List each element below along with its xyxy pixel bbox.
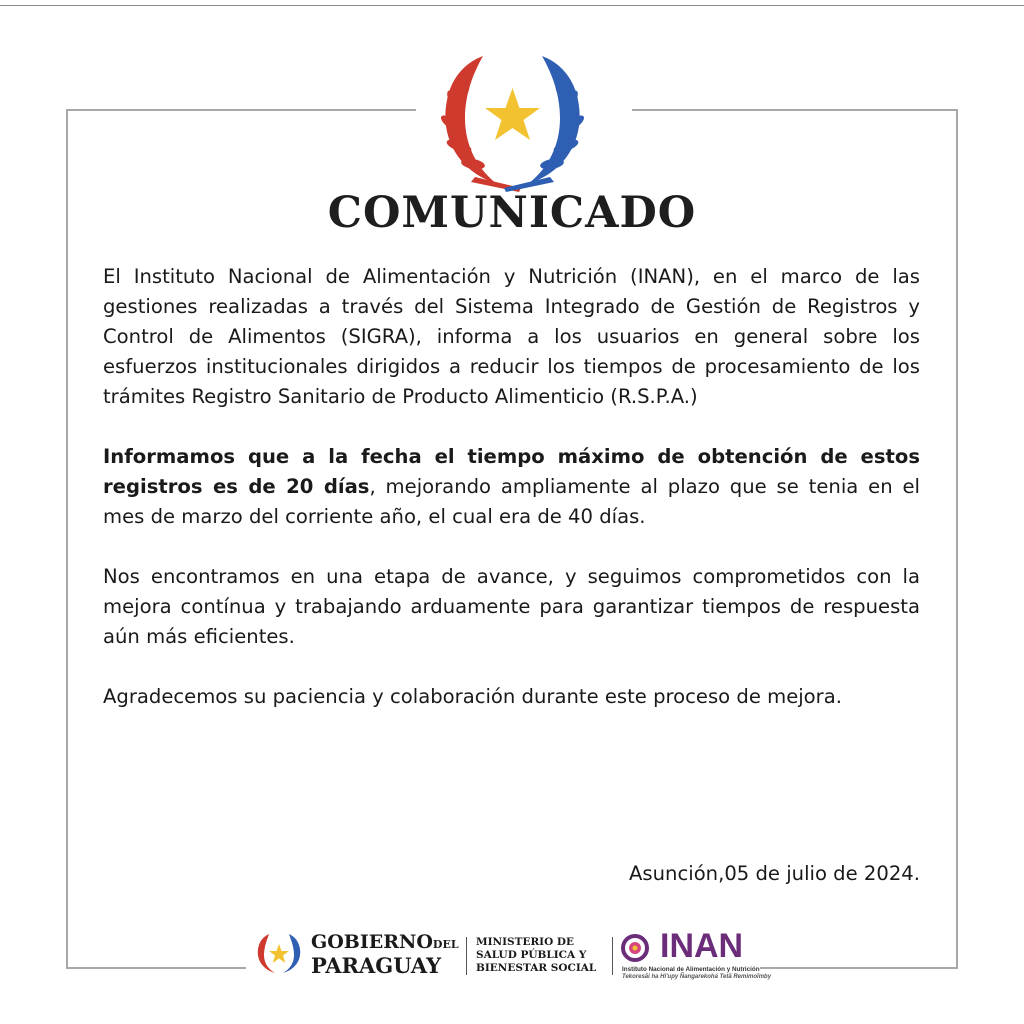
top-rule: [0, 5, 1024, 6]
gobierno-main: GOBIERNO: [311, 931, 433, 953]
paragraph-progress: Nos encontramos en una etapa de avance, y seguimos comprometidos con la mejora contínua y trabajando arduamente para garantizar tiempos de respuesta aún más eficientes.: [103, 565, 920, 648]
footer-divider: [466, 937, 467, 975]
ministry-line: SALUD PÚBLICA Y: [476, 949, 587, 961]
highlight-max-time: Informamos que a la fecha el tiempo máximo de obtención de estos registros es de 20 días: [103, 445, 920, 498]
ministry-line: MINISTERIO DE: [476, 936, 574, 948]
frame-left: [66, 109, 68, 969]
inan-guarani-name: Tekoresãi ha Hi'upy Ñangarekohá Tetã Remimoĩmby: [622, 974, 772, 980]
footer-logos: [0, 925, 1024, 985]
ministry-label: [476, 936, 596, 975]
gobierno-label: [311, 931, 459, 953]
paragraph-intro: El Instituto Nacional de Alimentación y Nutrición (INAN), en el marco de las gestiones realizadas a través del Sistema Integrado de Gestión de Registros y Control de Alimentos (SIGRA), informa a los usuarios en general sobre los esfuerzos institucionales dirigidos a reducir los tiempos de procesamiento de los trámites Registro Sanitario de Producto Alimenticio (R.S.P.A.): [103, 265, 920, 408]
frame-right: [956, 109, 958, 969]
inan-full-name: Instituto Nacional de Alimentación y Nutrición: [622, 966, 760, 973]
paraguay-label: PARAGUAY: [311, 953, 442, 978]
ministry-line: BIENESTAR SOCIAL: [476, 962, 597, 974]
paragraph-thanks: Agradecemos su paciencia y colaboración durante este proceso de mejora.: [103, 685, 842, 708]
communique-body: [103, 262, 920, 742]
frame-top-left: [66, 109, 416, 111]
footer-divider: [612, 937, 613, 975]
frame-top-right: [632, 109, 958, 111]
paraguay-coat-of-arms-icon: [435, 52, 590, 192]
inan-logo-icon: [620, 933, 656, 963]
dateline: Asunción,05 de julio de 2024.: [629, 862, 920, 885]
paragraph-processing-time: [103, 442, 920, 532]
paragraph-processing-time-rest: , mejorando ampliamente al plazo que se tenia en el mes de marzo del corriente año, el cual era de 40 días.: [103, 475, 920, 528]
gobierno-del: DEL: [432, 938, 459, 951]
page-title: COMUNICADO: [327, 188, 697, 238]
gobierno-paraguay-emblem-icon: [255, 933, 303, 975]
inan-name: INAN: [660, 927, 744, 965]
